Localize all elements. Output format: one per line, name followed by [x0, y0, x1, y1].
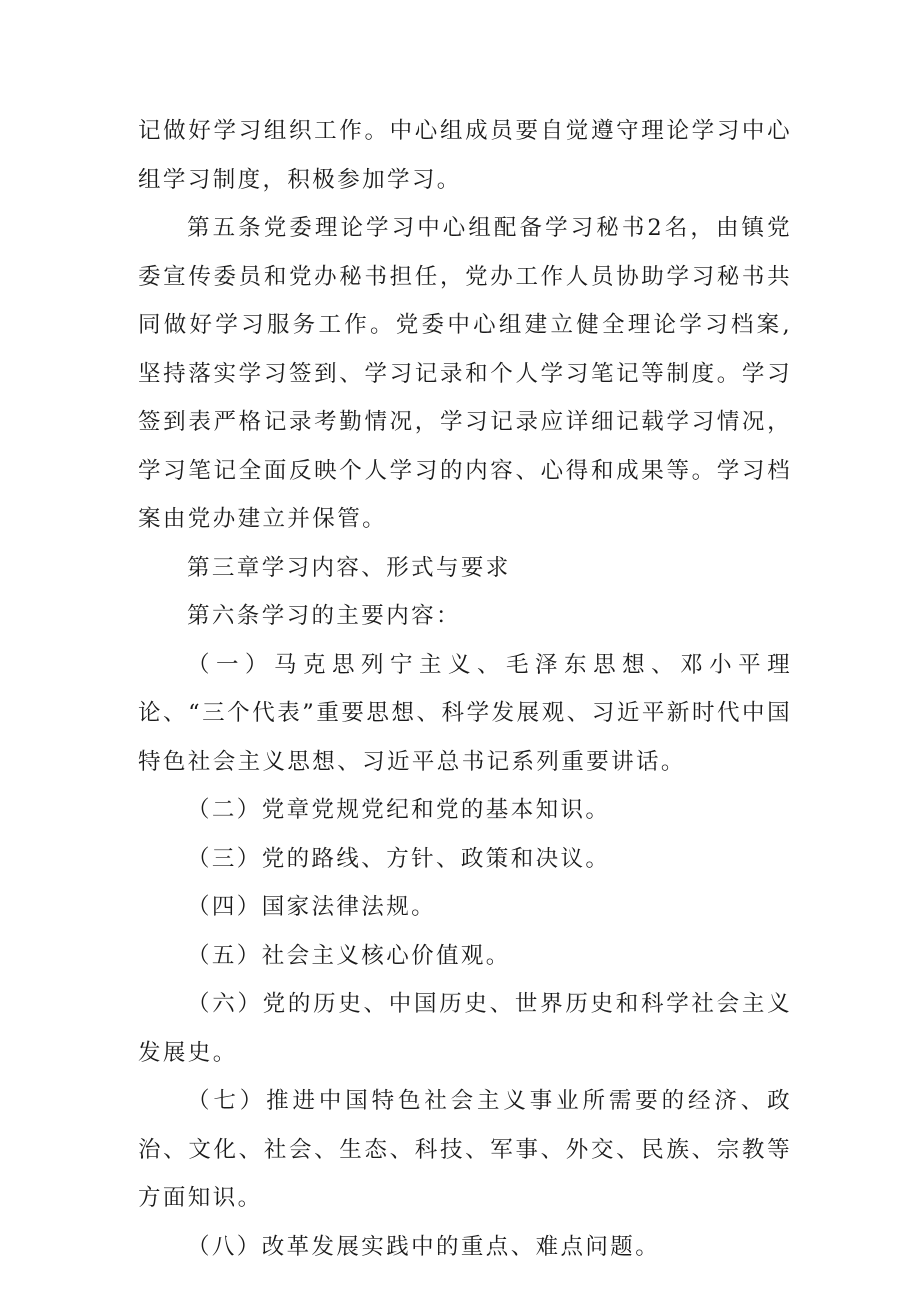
list-item-8: （八）改革发展实践中的重点、难点问题。	[187, 1233, 661, 1260]
list-item-7: （七）推进中国特色社会主义事业所需要的经济、政治、文化、社会、生态、科技、军事、外交、民族、宗教等方面知识。	[138, 1088, 792, 1211]
paragraph-article-5: 第五条党委理论学习中心组配备学习秘书2名，由镇党委宣传委员和党办秘书担任，党办工作人员协助学习秘书共同做好学习服务工作。党委中心组建立健全理论学习档案,坚持落实学习签到、学习记录和个人学习笔记等制度。学习签到表严格记录考勤情况，学习记录应详细记载学习情况，学习笔记全面反映个人学习的内容、心得和成果等。学习档案由党办建立并保管。	[138, 215, 792, 532]
chapter-heading: 第三章学习内容、形式与要求	[187, 554, 511, 581]
list-item-3: （三）党的路线、方针、政策和决议。	[187, 845, 611, 872]
paragraph-article-6: 第六条学习的主要内容：	[187, 603, 461, 629]
list-item-5: （五）社会主义核心价值观。	[187, 942, 511, 969]
list-item-4: （四）国家法律法规。	[187, 894, 437, 920]
list-item-1: （一）马克思列宁主义、毛泽东思想、邓小平理论、“三个代表”重要思想、科学发展观、习近平新时代中国特色社会主义思想、习近平总书记系列重要讲话。	[138, 651, 792, 775]
paragraph-continuation: 记做好学习组织工作。中心组成员要自觉遵守理论学习中心组学习制度，积极参加学习。	[138, 118, 792, 193]
list-item-2: （二）党章党规党纪和党的基本知识。	[187, 797, 611, 823]
list-item-6: （六）党的历史、中国历史、世界历史和科学社会主义发展史。	[138, 991, 792, 1066]
